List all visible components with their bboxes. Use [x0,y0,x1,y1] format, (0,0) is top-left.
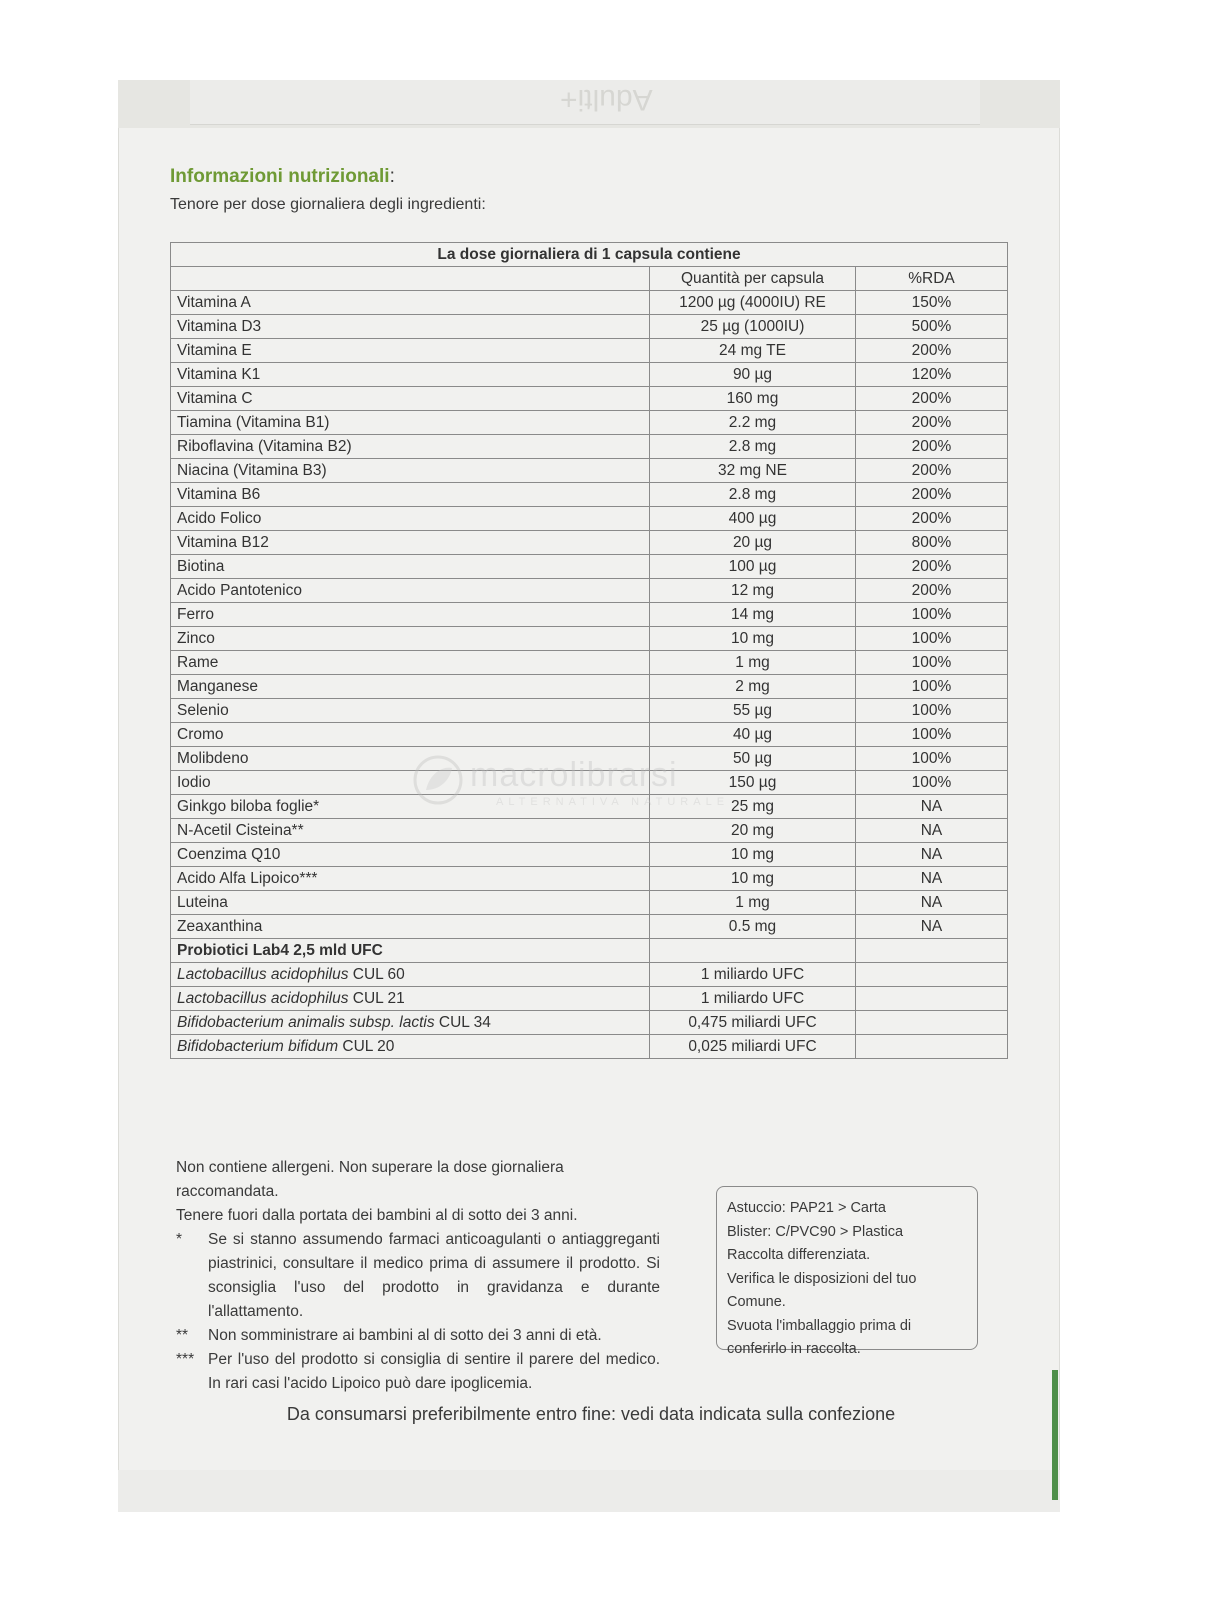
ingredient-qty: 160 mg [650,387,856,411]
table-row [171,459,1008,483]
probiotics-header-rda [856,939,1008,963]
ingredient-rda: 100% [856,771,1008,795]
ingredient-name: Acido Pantotenico [171,579,650,603]
recycle-line-svuota: Svuota l'imballaggio prima di [727,1317,912,1334]
probiotic-name [171,963,650,987]
footnote [176,1324,660,1348]
note-children: Tenere fuori dalla portata dei bambini al di sotto dei 3 anni. [176,1207,578,1224]
watermark-tagline: ALTERNATIVA NATURALE [496,796,730,808]
recycle-line-astuccio: Astuccio: PAP21 > Carta [727,1200,886,1216]
ingredient-rda: 150% [856,291,1008,315]
ingredient-name: Acido Alfa Lipoico*** [171,867,650,891]
probiotic-rda [856,1035,1008,1059]
table-row [171,699,1008,723]
ingredient-qty: 2 mg [650,675,856,699]
footnote [176,1348,660,1396]
heading-title: Informazioni nutrizionali [170,166,390,187]
probiotic-strain: CUL 34 [434,1014,491,1031]
leaf-logo-icon [412,754,464,806]
ingredient-name: Vitamina D3 [171,315,650,339]
footnote [176,1228,660,1324]
table-row [171,1035,1008,1059]
ingredient-name: Cromo [171,723,650,747]
footnote-mark: * [176,1231,183,1248]
ingredient-qty: 25 µg (1000IU) [650,315,856,339]
ingredient-rda: 100% [856,675,1008,699]
ingredient-qty: 150 µg [650,771,856,795]
table-row [171,891,1008,915]
ingredient-name: Vitamina E [171,339,650,363]
ingredient-qty: 14 mg [650,603,856,627]
ingredient-name: Vitamina B6 [171,483,650,507]
ingredient-rda: NA [856,819,1008,843]
green-strip [1052,1370,1058,1500]
probiotics-header-row [171,939,1008,963]
table-row [171,867,1008,891]
footnote-text: Non somministrare ai bambini al di sotto dei 3 anni di età. [208,1327,602,1344]
table-row [171,963,1008,987]
probiotic-name [171,1011,650,1035]
probiotic-strain: CUL 20 [338,1038,395,1055]
probiotic-species: Lactobacillus acidophilus [177,966,349,983]
probiotics-header-qty [650,939,856,963]
ingredient-name: Manganese [171,675,650,699]
ingredient-qty: 0.5 mg [650,915,856,939]
nutrition-subheading: Tenore per dose giornaliera degli ingredienti: [170,196,486,213]
ingredient-rda: NA [856,795,1008,819]
ingredient-name: Vitamina C [171,387,650,411]
ingredient-rda: 200% [856,483,1008,507]
ingredient-qty: 10 mg [650,627,856,651]
ingredient-qty: 55 µg [650,699,856,723]
table-row [171,555,1008,579]
ingredient-rda: NA [856,891,1008,915]
ingredient-rda: 100% [856,627,1008,651]
ingredient-rda: 100% [856,747,1008,771]
ingredient-qty: 2.8 mg [650,435,856,459]
ingredient-qty: 32 mg NE [650,459,856,483]
ingredient-name: Acido Folico [171,507,650,531]
ingredient-qty: 20 mg [650,819,856,843]
ingredient-name: Vitamina B12 [171,531,650,555]
ingredient-name: Zeaxanthina [171,915,650,939]
probiotic-qty: 0,475 miliardi UFC [650,1011,856,1035]
ingredient-name: Rame [171,651,650,675]
table-row [171,507,1008,531]
table-row [171,915,1008,939]
ingredient-qty: 1 mg [650,651,856,675]
note-allergens: Non contiene allergeni. Non superare la dose giornaliera raccomandata. [176,1159,564,1200]
ingredient-qty: 24 mg TE [650,339,856,363]
table-row [171,315,1008,339]
header-qty: Quantità per capsula [650,267,856,291]
ingredient-rda: 200% [856,507,1008,531]
ingredient-qty: 40 µg [650,723,856,747]
footnote-text: Per l'uso del prodotto si consiglia di sentire il parere del medico. In rari casi l'acido Lipoico può dare ipoglicemia. [208,1351,660,1392]
table-row [171,579,1008,603]
table-row [171,435,1008,459]
footnotes [176,1228,660,1396]
header-empty-cell [171,267,650,291]
ingredient-name: Molibdeno [171,747,650,771]
ingredient-name: Vitamina A [171,291,650,315]
nutrition-heading [170,166,395,188]
probiotic-species: Lactobacillus acidophilus [177,990,349,1007]
footnote-text: Se si stanno assumendo farmaci anticoagulanti o antiaggreganti piastrinici, consultare il medico prima di assumere il prodotto. Si sconsiglia l'uso del prodotto in gravidanza e durante l'allattamento. [208,1231,660,1320]
ingredient-name: Biotina [171,555,650,579]
probiotic-qty: 0,025 miliardi UFC [650,1035,856,1059]
ingredient-name: Luteina [171,891,650,915]
table-row [171,651,1008,675]
recycle-line-blister: Blister: C/PVC90 > Plastica [727,1223,904,1240]
ingredient-name: Coenzima Q10 [171,843,650,867]
expiry-note: Da consumarsi preferibilmente entro fine: vedi data indicata sulla confezione [286,1404,896,1424]
ingredient-rda: 800% [856,531,1008,555]
ingredient-rda: NA [856,843,1008,867]
notes-block [176,1156,660,1396]
ingredient-name: Selenio [171,699,650,723]
table-row [171,363,1008,387]
probiotic-rda [856,987,1008,1011]
footnote-mark: ** [176,1327,189,1344]
ingredient-name: Tiamina (Vitamina B1) [171,411,650,435]
ingredient-qty: 12 mg [650,579,856,603]
ingredient-rda: 200% [856,339,1008,363]
ingredient-qty: 1 mg [650,891,856,915]
ingredient-name: Niacina (Vitamina B3) [171,459,650,483]
ingredient-name: Ferro [171,603,650,627]
top-flap-text: Adulti+ [560,83,653,116]
ingredient-rda: 200% [856,411,1008,435]
ingredient-rda: 200% [856,435,1008,459]
nutrition-table [170,242,1008,1059]
probiotic-strain: CUL 60 [348,966,405,983]
ingredient-rda: 120% [856,363,1008,387]
ingredient-rda: NA [856,867,1008,891]
table-row [171,843,1008,867]
ingredient-qty: 50 µg [650,747,856,771]
ingredient-rda: 100% [856,603,1008,627]
ingredient-name: Riboflavina (Vitamina B2) [171,435,650,459]
ingredient-qty: 2.8 mg [650,483,856,507]
ingredient-rda: 200% [856,555,1008,579]
ingredient-rda: 100% [856,699,1008,723]
table-row [171,987,1008,1011]
ingredient-rda: 200% [856,579,1008,603]
probiotic-qty: 1 miliardo UFC [650,987,856,1011]
ingredient-name: Iodio [171,771,650,795]
ingredient-rda: 200% [856,459,1008,483]
probiotics-header: Probiotici Lab4 2,5 mld UFC [171,939,650,963]
table-row [171,483,1008,507]
table-header-row [171,267,1008,291]
ingredient-rda: NA [856,915,1008,939]
ingredient-rda: 200% [856,387,1008,411]
ingredient-qty: 2.2 mg [650,411,856,435]
table-row [171,387,1008,411]
recycle-line-verifica: Verifica le disposizioni del tuo Comune. [727,1270,917,1310]
ingredient-qty: 1200 µg (4000IU) RE [650,291,856,315]
recycle-line-conferirlo: conferirlo in raccolta. [727,1341,861,1357]
table-caption-row [171,243,1008,267]
ingredient-qty: 10 mg [650,867,856,891]
probiotic-species: Bifidobacterium animalis subsp. lactis [177,1014,435,1031]
ingredient-qty: 100 µg [650,555,856,579]
footnote-mark: *** [176,1351,195,1368]
ingredient-name: N-Acetil Cisteina** [171,819,650,843]
recycling-box [716,1186,978,1357]
recycle-line-raccolta: Raccolta differenziata. [727,1247,871,1263]
table-row [171,531,1008,555]
table-row [171,1011,1008,1035]
table-row [171,411,1008,435]
probiotic-rda [856,963,1008,987]
table-row [171,723,1008,747]
table-row [171,603,1008,627]
ingredient-name: Vitamina K1 [171,363,650,387]
probiotic-name [171,987,650,1011]
header-rda: %RDA [856,267,1008,291]
table-row [171,627,1008,651]
ingredient-qty: 25 mg [650,795,856,819]
probiotic-strain: CUL 21 [348,990,405,1007]
table-row [171,819,1008,843]
table-row [171,339,1008,363]
ingredient-name: Zinco [171,627,650,651]
ingredient-rda: 100% [856,651,1008,675]
probiotic-qty: 1 miliardo UFC [650,963,856,987]
ingredient-qty: 20 µg [650,531,856,555]
table-row [171,291,1008,315]
probiotic-name [171,1035,650,1059]
ingredient-qty: 400 µg [650,507,856,531]
ingredient-name: Ginkgo biloba foglie* [171,795,650,819]
watermark-brand: macrolibrarsi [470,756,678,794]
watermark [412,752,792,812]
ingredient-rda: 500% [856,315,1008,339]
ingredient-qty: 90 µg [650,363,856,387]
ingredient-qty: 10 mg [650,843,856,867]
heading-colon: : [389,166,395,187]
table-row [171,675,1008,699]
probiotic-rda [856,1011,1008,1035]
bottom-fold [118,1470,1060,1512]
probiotic-species: Bifidobacterium bifidum [177,1038,339,1055]
ingredient-rda: 100% [856,723,1008,747]
table-caption: La dose giornaliera di 1 capsula contiene [171,243,1008,267]
